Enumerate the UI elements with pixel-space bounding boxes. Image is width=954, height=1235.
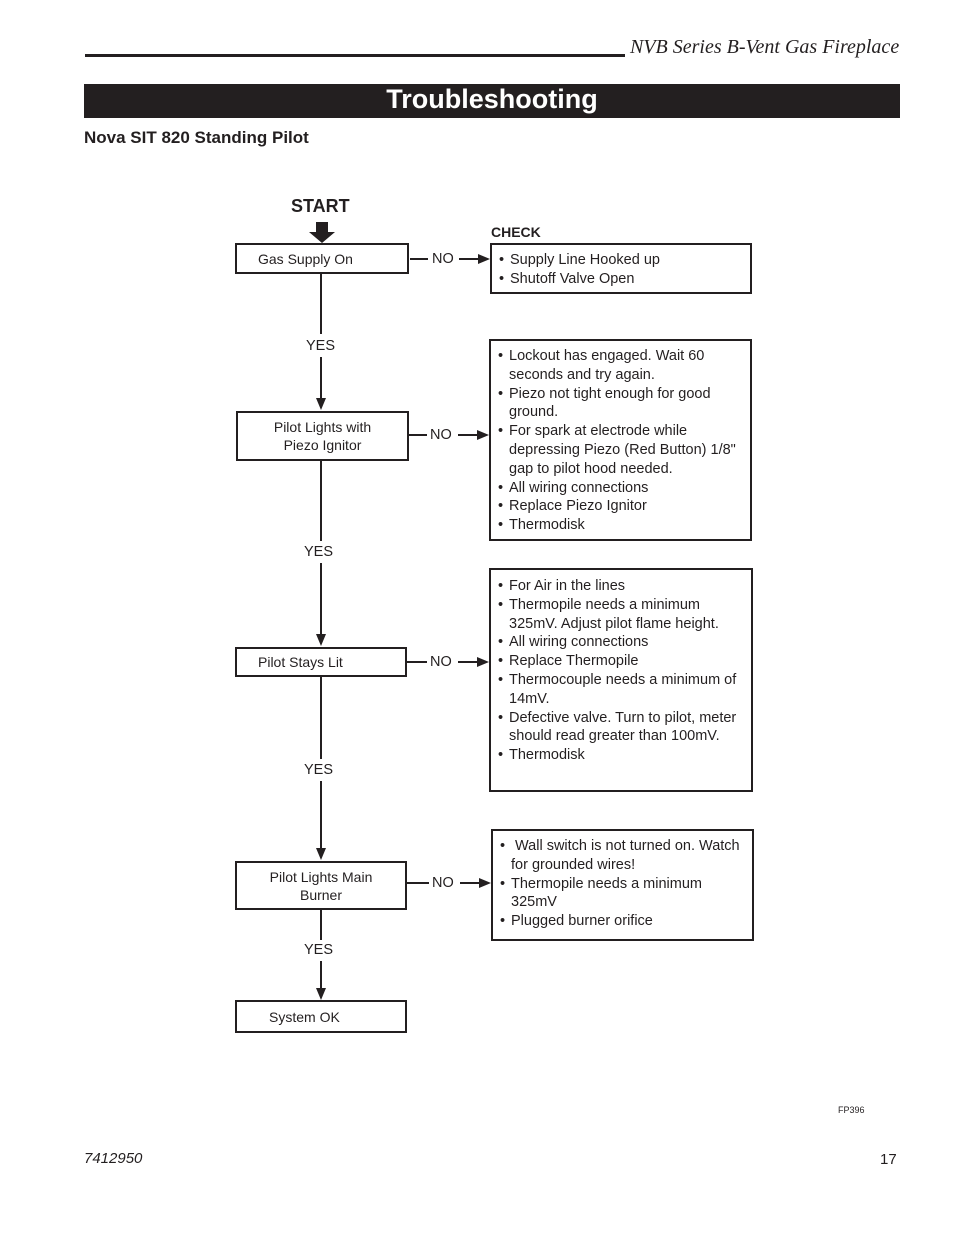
connector-line <box>320 961 322 988</box>
connector-line <box>320 274 322 334</box>
check-box-main-burner <box>491 829 754 941</box>
connector-line <box>320 677 322 759</box>
check-item: • For spark at electrode while depressing Piezo (Red Button) 1/8" gap to pilot hood needed. <box>498 422 744 478</box>
connector-line <box>458 434 478 436</box>
page-number: 17 <box>880 1151 897 1168</box>
check-item: • Supply Line Hooked up <box>499 251 744 270</box>
check-item: • Lockout has engaged. Wait 60 seconds and try again. <box>498 347 744 385</box>
check-box-gas-supply <box>490 243 752 294</box>
connector-line <box>407 661 427 663</box>
step-gas-supply-on: Gas Supply On <box>235 243 409 274</box>
arrow-down-icon <box>316 634 326 646</box>
arrow-right-icon <box>477 657 489 667</box>
arrow-right-icon <box>479 878 491 888</box>
check-item: • Wall switch is not turned on. Watch for grounded wires! <box>500 837 746 875</box>
check-box-pilot-lights <box>489 339 752 541</box>
check-item: • Thermocouple needs a minimum of 14mV. <box>498 671 745 709</box>
check-item: • Replace Thermopile <box>498 652 745 671</box>
connector-line <box>320 563 322 634</box>
check-item: • Thermodisk <box>498 746 745 765</box>
connector-line <box>320 357 322 398</box>
arrow-right-icon <box>477 430 489 440</box>
check-label: CHECK <box>491 224 541 240</box>
check-item: • Defective valve. Turn to pilot, meter should read greater than 100mV. <box>498 709 745 747</box>
connector-line <box>320 910 322 940</box>
yes-label: YES <box>306 338 336 354</box>
arrow-down-icon <box>316 398 326 410</box>
check-item: • Shutoff Valve Open <box>499 270 744 289</box>
connector-line <box>320 461 322 541</box>
check-item: • Plugged burner orifice <box>500 912 746 931</box>
connector-line <box>460 882 480 884</box>
no-label: NO <box>430 654 452 670</box>
figure-code: FP396 <box>838 1105 865 1115</box>
check-box-pilot-stays-lit <box>489 568 753 792</box>
check-item: • Piezo not tight enough for good ground. <box>498 385 744 423</box>
check-item: • For Air in the lines <box>498 577 745 596</box>
yes-label: YES <box>304 942 334 958</box>
connector-line <box>407 882 429 884</box>
section-title: Nova SIT 820 Standing Pilot <box>84 128 309 147</box>
connector-line <box>458 661 478 663</box>
no-label: NO <box>432 251 454 267</box>
header-rule <box>85 54 625 57</box>
document-number: 7412950 <box>84 1150 143 1167</box>
series-title: NVB Series B-Vent Gas Fireplace <box>630 36 900 58</box>
start-arrow-icon <box>307 222 337 244</box>
check-item: • Thermodisk <box>498 516 744 535</box>
step-pilot-lights-piezo: Pilot Lights with Piezo Ignitor <box>236 411 409 461</box>
connector-line <box>320 781 322 848</box>
arrow-right-icon <box>478 254 490 264</box>
connector-line <box>409 434 427 436</box>
start-label: START <box>291 196 350 216</box>
arrow-down-icon <box>316 848 326 860</box>
yes-label: YES <box>304 544 334 560</box>
connector-line <box>459 258 479 260</box>
check-item: • Thermopile needs a minimum 325mV <box>500 875 746 913</box>
no-label: NO <box>430 427 452 443</box>
connector-line <box>410 258 428 260</box>
arrow-down-icon <box>316 988 326 1000</box>
step-pilot-lights-main-burner: Pilot Lights Main Burner <box>235 861 407 910</box>
step-system-ok: System OK <box>235 1000 407 1033</box>
yes-label: YES <box>304 762 334 778</box>
page-title: Troubleshooting <box>84 84 900 118</box>
check-item: • All wiring connections <box>498 633 745 652</box>
no-label: NO <box>432 875 454 891</box>
check-item: • Replace Piezo Ignitor <box>498 497 744 516</box>
check-item: • Thermopile needs a minimum 325mV. Adjust pilot flame height. <box>498 596 745 634</box>
step-pilot-stays-lit: Pilot Stays Lit <box>235 647 407 677</box>
check-item: • All wiring connections <box>498 479 744 498</box>
